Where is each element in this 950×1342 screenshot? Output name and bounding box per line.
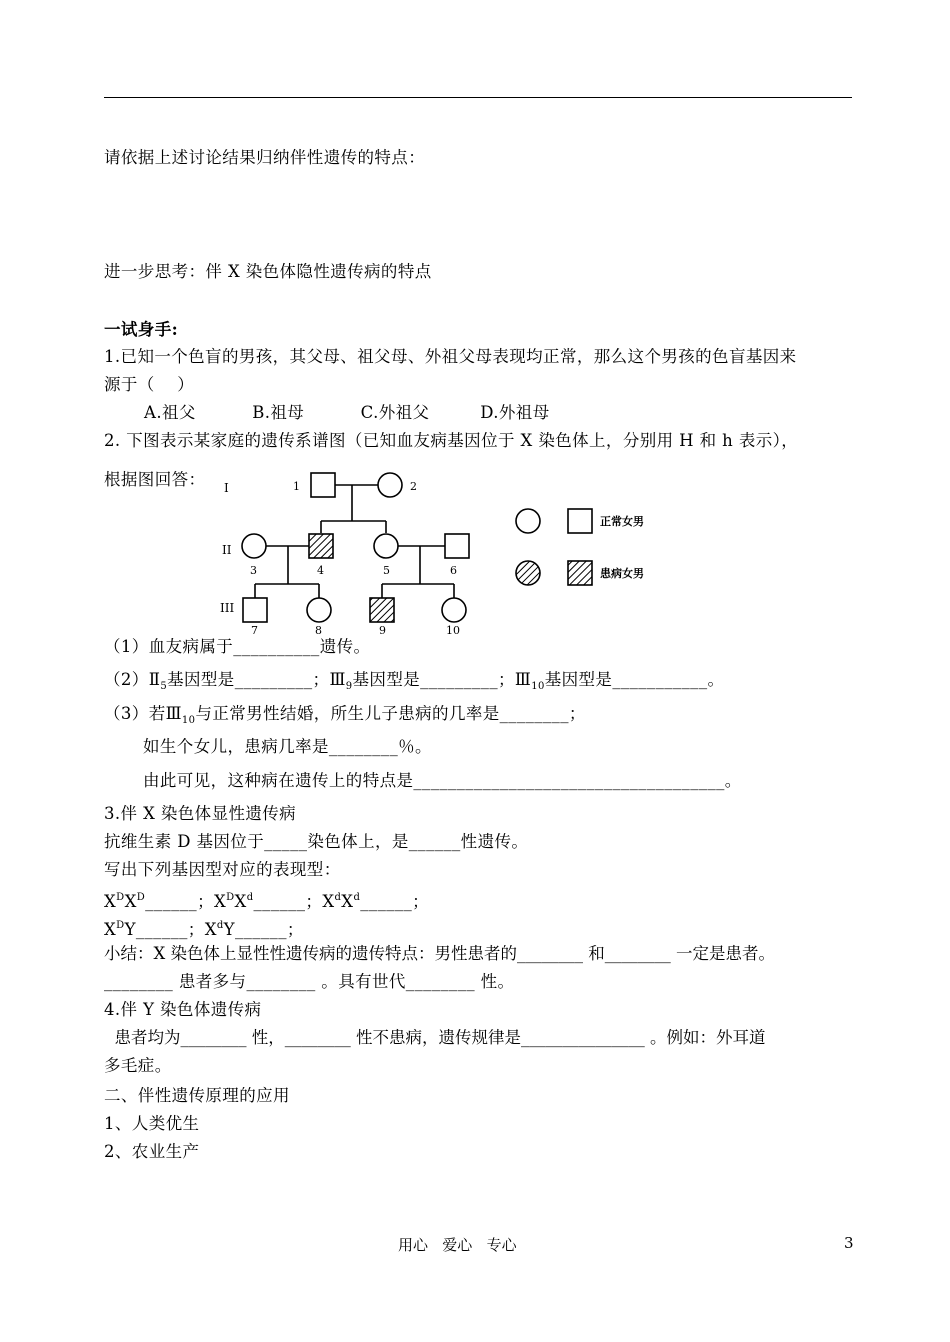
num-2: 2 (410, 480, 417, 493)
gen-label-1: I (224, 481, 229, 495)
num-9: 9 (379, 624, 386, 637)
page-number: 3 (844, 1234, 854, 1252)
pedigree-figure (214, 466, 674, 638)
individual-7-male (243, 598, 267, 622)
q4-title: 4.伴 Y 染色体遗传病 (104, 1000, 262, 1019)
individual-8-female (307, 598, 331, 622)
q3-summary1: 小结：X 染色体上显性性遗传病的遗传特点：男性患者的________ 和________ 一定是患者。 (104, 944, 775, 963)
legend-affected-male-symbol (568, 561, 592, 585)
num-3: 3 (250, 564, 257, 577)
q1-line1: 1.已知一个色盲的男孩，其父母、祖父母、外祖父母表现均正常，那么这个男孩的色盲基因来 (104, 347, 797, 366)
legend-normal-label: 正常女男 (600, 515, 644, 528)
individual-3-female (242, 534, 266, 558)
num-6: 6 (450, 564, 457, 577)
q3-line1: 抗维生素 D 基因位于_____染色体上，是______性遗传。 (104, 832, 529, 851)
intro-text: 请依据上述讨论结果归纳伴性遗传的特点： (104, 148, 426, 167)
section2-item2: 2、农业生产 (104, 1142, 200, 1161)
q2-line1: 2. 下图表示某家庭的遗传系谱图（已知血友病基因位于 X 染色体上，分别用 H 和 h 表示）， (104, 431, 799, 450)
q2-sub3: （3）若$Ⅲ_{10}$与正常男性结婚，所生儿子患病的几率是________； (104, 704, 586, 726)
q1-line2: 源于（ ） (104, 375, 195, 394)
q1-options: A.祖父 B.祖母 C.外祖父 D.外祖母 (144, 403, 550, 422)
num-8: 8 (315, 624, 322, 637)
section-try-heading: 一试身手: (104, 320, 179, 339)
individual-5-female (374, 534, 398, 558)
section2-item1: 1、人类优生 (104, 1114, 200, 1133)
legend-affected-label: 患病女男 (600, 567, 644, 580)
individual-4-affected-male (309, 534, 333, 558)
q3-summary2: ________ 患者多与________ 。具有世代________ 性。 (104, 972, 515, 991)
q4-line2: 多毛症。 (104, 1056, 172, 1075)
header-rule (104, 97, 852, 98)
individual-9-affected-male (370, 598, 394, 622)
gen-label-3: III (220, 601, 235, 615)
num-10: 10 (446, 624, 460, 637)
individual-1-male (311, 473, 335, 497)
gen-label-2: II (222, 543, 232, 557)
num-7: 7 (251, 624, 258, 637)
individual-2-female (378, 473, 402, 497)
q3-title: 3.伴 X 染色体显性遗传病 (104, 804, 297, 823)
footer-motto: 用心 爱心 专心 (398, 1236, 517, 1254)
q3-genotypes-male: $X^DY\_\_\_\_\_\_$；$X^dY\_\_\_\_\_\_$； (104, 920, 304, 939)
q2-sub3b: 如生个女儿，患病几率是________％。 (143, 737, 432, 756)
q4-line1: 患者均为________ 性，________ 性不患病，遗传规律是_______________ 。例如：外耳道 (104, 1028, 766, 1047)
q2-sub2: $(2)Ⅱ_5$基因型是_________；$Ⅲ_9$基因型是_________；$Ⅲ_{10}$基因型是___________。 (104, 670, 725, 692)
q2-sub1: （1）血友病属于__________遗传。 (104, 637, 371, 656)
legend-normal-male-symbol (568, 509, 592, 533)
q2-line2: 根据图回答： (104, 470, 206, 489)
section2-title: 二、伴性遗传原理的应用 (104, 1086, 290, 1105)
num-4: 4 (317, 564, 324, 577)
legend-normal-female-symbol (516, 509, 540, 533)
q3-genotypes-female: $X^DX^D\_\_\_\_\_\_$；$X^DX^d\_\_\_\_\_\_$；$X^dX^d\_\_\_\_\_\_$； (104, 892, 430, 911)
q3-line2: 写出下列基因型对应的表现型： (104, 860, 341, 879)
q2-sub3c: 由此可见，这种病在遗传上的特点是____________________________________。 (143, 771, 742, 790)
legend-affected-female-symbol (516, 561, 540, 585)
num-1: 1 (293, 480, 300, 493)
num-5: 5 (383, 564, 390, 577)
individual-6-male (445, 534, 469, 558)
individual-10-female (442, 598, 466, 622)
think-text: 进一步思考：伴 X 染色体隐性遗传病的特点 (104, 262, 432, 281)
